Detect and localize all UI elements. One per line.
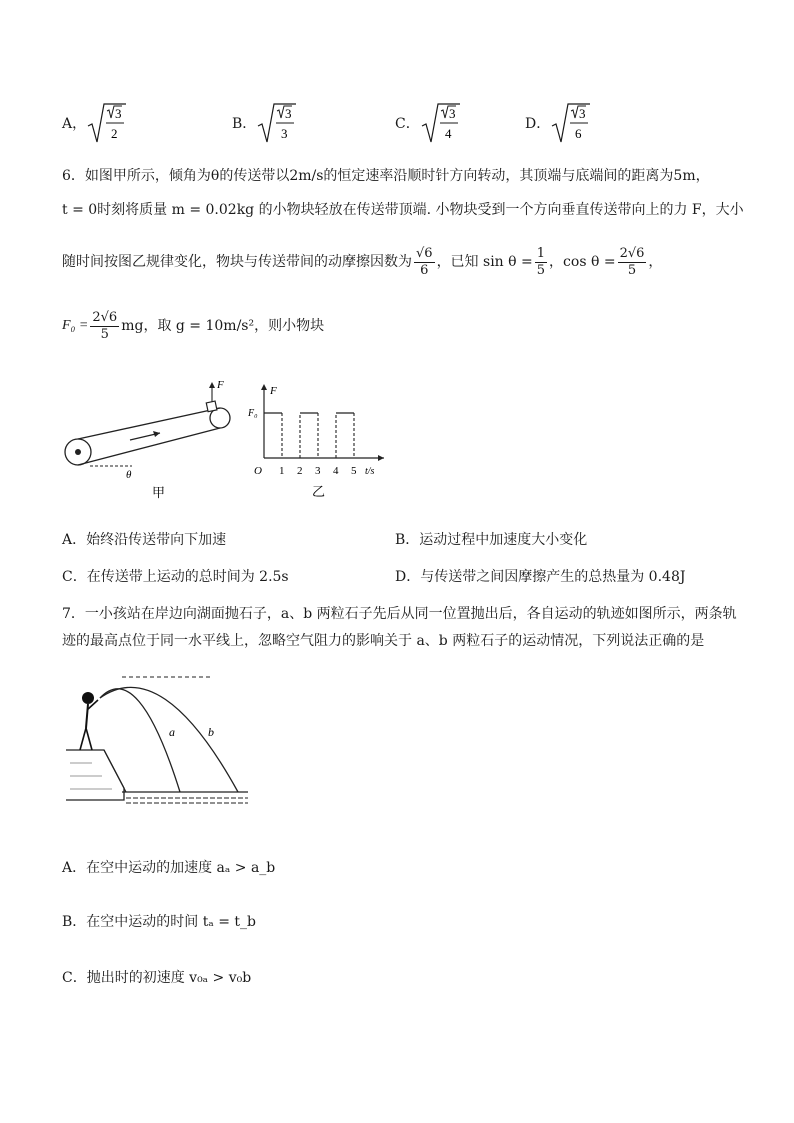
figure-q7-trajectories <box>62 668 252 828</box>
q5-option-a <box>62 102 128 146</box>
mu-numerator: √6 <box>416 245 433 261</box>
q5-option-d <box>525 102 592 146</box>
q7-line-2: 迹的最高点位于同一水平线上，忽略空气阻力的影响关于 a、b 两粒石子的运动情况，下列说法正确的是 <box>62 633 705 649</box>
f0-tick-label: F₀ <box>248 408 258 419</box>
mu-denominator: 6 <box>420 262 429 278</box>
q7-line-1: 7．一小孩站在岸边向湖面抛石子，a、b 两粒石子先后从同一位置抛出后，各自运动的轨迹如图所示，两条轨 <box>62 606 737 622</box>
q7-option-a: A．在空中运动的加速度 aₐ > a_b <box>62 860 276 876</box>
square-wave-pulse-3 <box>336 413 354 458</box>
y-axis-label: F <box>270 385 277 397</box>
child-figure <box>80 692 98 750</box>
sin-fraction <box>535 246 547 279</box>
conveyor-left-pulley <box>65 439 91 465</box>
q5-option-c-num: 3 <box>448 106 456 121</box>
q6-line-4-b: mg，取 g = 10m/s²，则小物块 <box>121 318 325 334</box>
trajectory-a-label: a <box>169 725 175 739</box>
figure-jia-conveyor <box>60 370 240 500</box>
square-wave-pulse-2 <box>300 413 318 458</box>
q5-option-a-den: 2 <box>111 126 118 141</box>
belt-bottom-line <box>78 428 220 465</box>
f0-fraction <box>90 310 119 343</box>
q5-option-c <box>395 102 462 146</box>
cos-denominator: 5 <box>627 262 637 278</box>
q5-option-a-label: A， <box>62 116 87 132</box>
q6-line-2: t = 0时刻将质量 m = 0.02kg 的小物块轻放在传送带顶端. 小物块受到一个方向垂直传送带向上的力 F，大小 <box>62 202 744 218</box>
trajectory-b-label: b <box>208 725 214 739</box>
q7-option-c: C．抛出时的初速度 v₀ₐ > v₀b <box>62 970 252 986</box>
q5-option-d-num: 3 <box>579 106 586 121</box>
lake-water <box>122 792 248 803</box>
cos-fraction <box>618 246 647 279</box>
shore-cliff <box>66 750 126 800</box>
origin-label: O <box>254 465 262 477</box>
figure-yi-force-time-graph <box>244 378 394 500</box>
q5-option-b-label: B． <box>232 116 257 132</box>
q6-line-3-d: ， <box>648 254 663 270</box>
x-tick-5: 5 <box>351 465 357 477</box>
mu-fraction <box>414 246 435 279</box>
q7-option-b: B．在空中运动的时间 tₐ = t_b <box>62 914 256 930</box>
trajectory-b <box>100 687 238 792</box>
trajectory-a <box>100 689 180 792</box>
q5-option-c-radical <box>420 102 462 146</box>
sin-numerator: 1 <box>536 245 546 261</box>
q5-option-d-radical <box>550 102 592 146</box>
q5-option-d-den: 6 <box>575 126 582 141</box>
square-wave-pulse-1 <box>264 413 282 458</box>
small-block <box>206 401 217 412</box>
cos-numerator: 2√6 <box>619 245 645 261</box>
angle-theta-label: θ <box>126 469 132 481</box>
x-tick-3: 3 <box>315 465 321 477</box>
figure-jia-caption: 甲 <box>152 485 166 500</box>
q6-line-3 <box>62 240 662 284</box>
x-tick-4: 4 <box>333 465 339 477</box>
f0-denominator: 5 <box>100 326 109 342</box>
q6-line-3-c: ，cos θ = <box>549 254 616 270</box>
figure-yi-caption: 乙 <box>312 484 326 499</box>
q6-option-b: B．运动过程中加速度大小变化 <box>395 532 588 548</box>
x-axis-label: t/s <box>365 466 375 477</box>
x-tick-2: 2 <box>297 465 303 477</box>
y-axis-arrow <box>261 384 267 390</box>
f0-numerator: 2√6 <box>92 309 118 325</box>
q6-option-c: C．在传送带上运动的总时间为 2.5s <box>62 569 289 585</box>
q6-line-3-b: ，已知 sin θ = <box>436 254 533 270</box>
belt-top-line <box>78 408 220 439</box>
q5-option-a-radical <box>86 102 128 146</box>
force-f-arrow <box>209 382 215 402</box>
q6-line-3-a: 随时间按图乙规律变化，物块与传送带间的动摩擦因数为 <box>62 254 412 270</box>
q6-line-4 <box>62 304 324 348</box>
q5-option-c-label: C． <box>395 116 420 132</box>
x-tick-1: 1 <box>279 465 285 477</box>
q5-option-d-label: D． <box>525 116 551 132</box>
belt-direction-arrow <box>130 431 160 440</box>
q5-option-b-num: 3 <box>285 106 292 121</box>
q5-option-b <box>232 102 298 146</box>
force-f-label: F <box>217 379 224 391</box>
x-axis-arrow <box>378 455 384 461</box>
q5-option-b-radical <box>256 102 298 146</box>
q5-option-a-num: 3 <box>115 106 122 121</box>
q6-option-a: A．始终沿传送带向下加速 <box>62 532 227 548</box>
q6-line-1: 6．如图甲所示，倾角为θ的传送带以2m/s的恒定速率沿顺时针方向转动，其顶端与底端间的距离为5m， <box>62 168 710 184</box>
f0-lhs: F₀ = <box>62 318 89 333</box>
q5-option-b-den: 3 <box>281 126 288 141</box>
sin-denominator: 5 <box>536 262 546 278</box>
q5-option-c-den: 4 <box>444 126 452 141</box>
q6-option-d: D．与传送带之间因摩擦产生的总热量为 0.48J <box>395 569 686 585</box>
